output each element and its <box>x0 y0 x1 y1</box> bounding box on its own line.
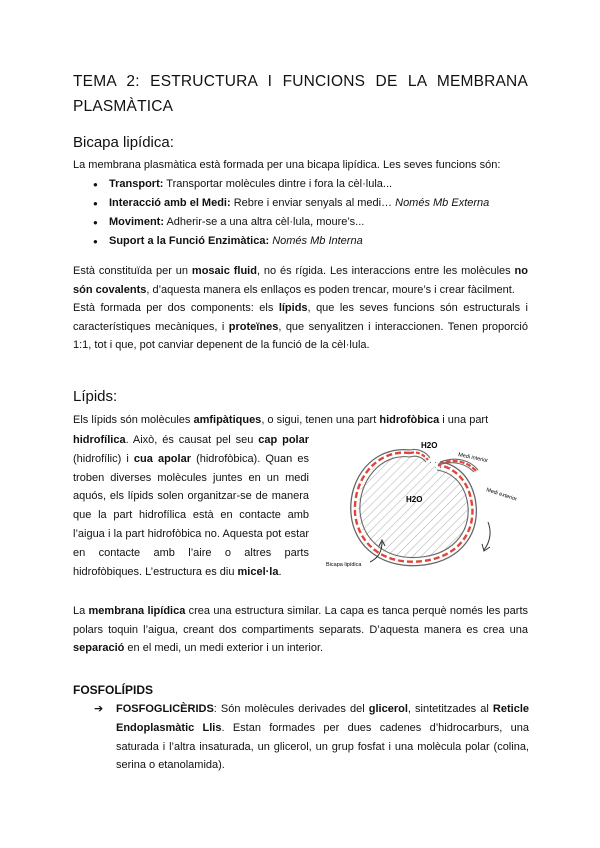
list-item: ● Suport a la Funció Enzimàtica: Només Mb Interna <box>93 232 523 251</box>
bicapa-intro: La membrana plasmàtica està formada per una bicapa lipídica. Les seves funcions són: <box>73 159 501 171</box>
medi-exterior-label: Medi exterior <box>485 487 518 503</box>
page-title <box>73 69 528 119</box>
title-line-1: TEMA 2: ESTRUCTURA I FUNCIONS DE LA MEMBRANA <box>73 73 528 90</box>
list-item: ● Moviment: Adherir-se a una altra cèl·lula, moure’s... <box>93 213 523 232</box>
h2o-center-label: H2O <box>406 495 423 504</box>
fosfogliceroids-item: ➔ FOSFOGLICÈRIDS: Són molècules derivades del glicerol, sintetitzades al Reticle Endoplasmàtic Llis. Estan formades per dues cadenes d’hidrocarburs, una saturada i l’altra insaturada, un glicerol, un grup fosfat i una molècula polar (colina, serina o etanolamida). <box>94 700 529 775</box>
lipids-wrapped-text: hidrofílica. Això, és causat pel seu cap polar (hidrofílic) i cua apolar (hidrofòbica). Quan es troben diverses molècules juntes en un medi aquós, els lípids solen organitzar-se de manera que la part hidrofílica està en contacte amb l’aigua i la part hidrofòbica no. Aquesta pot estar en contacte amb l’aire o altres parts hidrofòbiques. L’estructura es diu micel·la. <box>73 434 310 578</box>
title-line-2: PLASMÀTICA <box>73 98 174 115</box>
membrane-figure <box>318 430 533 590</box>
bicapa-paragraph-2: Està formada per dos components: els lípids, que les seves funcions són estructurals i característiques mecàniques, i proteïnes, que senyalitzen i interaccionen. Tenen proporció 1:1, tot i que, pot canviar depenent de la funció de la cèl·lula. <box>73 302 528 351</box>
lipids-paragraph-1: Els lípids són molècules amfipàtiques, o sigui, tenen una part hidrofòbica i una part <box>73 414 489 426</box>
arrow-icon <box>484 522 490 550</box>
lipids-heading: Lípids: <box>73 388 118 405</box>
list-item: ● Transport: Transportar molècules dintre i fora la cèl·lula... <box>93 175 523 194</box>
bicapa-heading: Bicapa lipídica: <box>73 134 174 151</box>
arrow-right-icon: ➔ <box>94 703 104 715</box>
lipids-paragraph-2: La membrana lipídica crea una estructura similar. La capa es tanca perquè només les parts polars toquin l’aigua, creant dos compartiments separats. D’aquesta manera es crea una separació en el medi, un medi exterior i un interior. <box>73 605 529 654</box>
functions-list <box>93 175 523 251</box>
list-item: ● Interacció amb el Medi: Rebre i enviar senyals al medi… Només Mb Externa <box>93 194 523 213</box>
fosfolipids-heading: FOSFOLÍPIDS <box>73 683 154 697</box>
bicapa-lipidica-label: Bicapa lipídica <box>326 562 362 568</box>
medi-interior-label: Medi interior <box>457 452 489 465</box>
bicapa-paragraph-1: Està constituïda per un mosaic fluid, no és rígida. Les interaccions entre les molècules no són covalents, d’aquesta manera els enllaços es poden trencar, moure’s i crear fàcilment. <box>73 265 528 296</box>
h2o-top-label: H2O <box>421 441 438 450</box>
